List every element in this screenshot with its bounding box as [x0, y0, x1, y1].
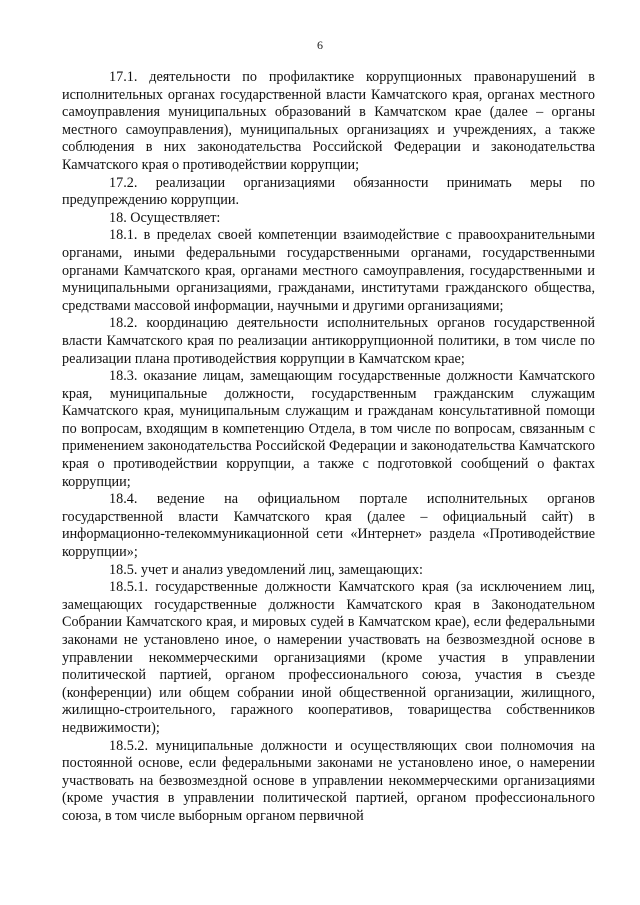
paragraph-18-5-1: 18.5.1. государственные должности Камчатского края (за исключением лиц, замещающих государственные должности Камчатского края в Законодательном Собрании Камчатского края, и мировых судей в Камчатском крае), если федеральными законами не установлено иное, о намерении участвовать на безвозмездной основе в управлении некоммерческими организациями (кроме участия в управлении политической партией, органом профессионального союза, участия в съезде (конференции) или общем собрании иной общественной организации, жилищного, жилищно-строительного, гаражного кооперативов, товарищества собственников недвижимости);: [62, 579, 595, 736]
paragraph-18-2: 18.2. координацию деятельности исполнительных органов государственной власти Камчатского края по реализации антикоррупционной политики, в том числе по реализации плана противодействия коррупции в Камчатском крае;: [62, 315, 595, 367]
document-body: [62, 69, 595, 826]
paragraph-18-4: 18.4. ведение на официальном портале исполнительных органов государственной власти Камчатского края (далее – официальный сайт) в информационно-телекоммуникационной сети «Интернет» раздела «Противодействие коррупции»;: [62, 491, 595, 561]
paragraph-17-2: 17.2. реализации организациями обязанности принимать меры по предупреждению коррупции.: [62, 174, 595, 209]
paragraph-18: 18. Осуществляет:: [109, 209, 221, 226]
paragraph-18-5-2: 18.5.2. муниципальные должности и осуществляющих свои полномочия на постоянной основе, если федеральными законами не установлено иное, о намерении участвовать на безвозмездной основе в управлении некоммерческими организациями (кроме участия в управлении политической партией, органом профессионального союза, в том числе выборным органом первичной: [62, 737, 595, 824]
paragraph-18-3: 18.3. оказание лицам, замещающим государственные должности Камчатского края, муниципальные должности, государственным гражданским служащим Камчатского края, муниципальным служащим и гражданам консультативной помощи по вопросам, входящим в компетенцию Отдела, в том числе по вопросам, связанным с применением законодательства Российской Федерации и законодательства Камчатского края о противодействии коррупции, а также с подготовкой сообщений о фактах коррупции;: [62, 368, 595, 490]
paragraph-18-5: 18.5. учет и анализ уведомлений лиц, замещающих:: [109, 561, 423, 578]
page-number: 6: [317, 38, 323, 52]
paragraph-18-1: 18.1. в пределах своей компетенции взаимодействие с правоохранительными органами, иными федеральными государственными органами, государственными органами Камчатского края, органами местного самоуправления, государственными и муниципальными организациями, гражданами, институтами гражданского общества, средствами массовой информации, научными и другими организациями;: [62, 227, 595, 314]
paragraph-17-1: 17.1. деятельности по профилактике коррупционных правонарушений в исполнительных органах государственной власти Камчатского края, органах местного самоуправления муниципальных образований в Камчатском крае (далее – органы местного самоуправления), муниципальных организациях и учреждениях, а также соблюдения в них законодательства Российской Федерации и законодательства Камчатского края о противодействии коррупции;: [62, 69, 595, 173]
